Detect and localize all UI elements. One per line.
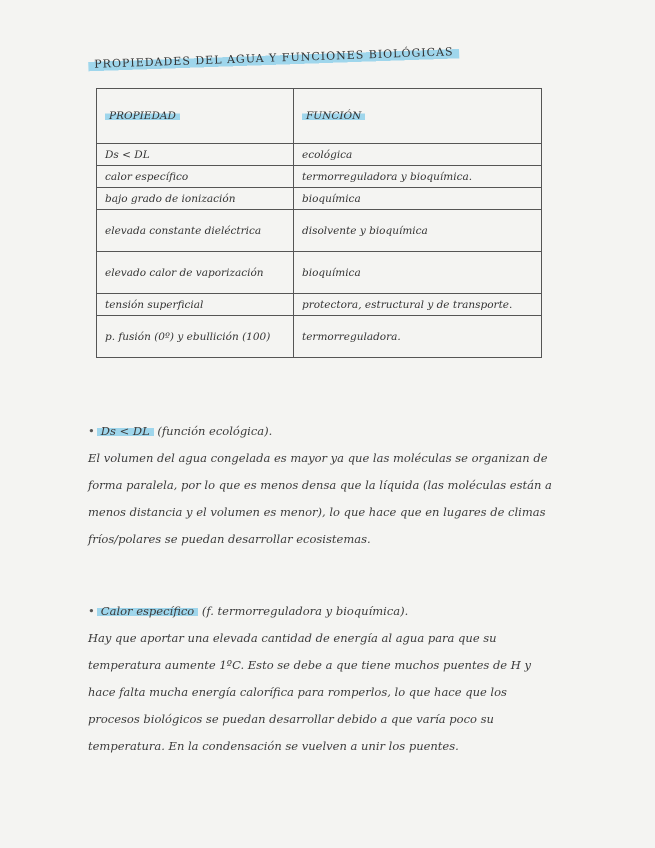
function-cell: termorreguladora y bioquímica. [294, 166, 542, 188]
property-cell: bajo grado de ionización [97, 188, 294, 210]
bullet-dot: • [88, 424, 95, 438]
page-title-text: PROPIEDADES DEL AGUA Y FUNCIONES BIOLÓGICAS [94, 45, 454, 71]
bullet-dot: • [88, 604, 95, 618]
property-cell: elevada constante dieléctrica [97, 210, 294, 252]
note-specific-heat [88, 598, 558, 760]
header-label: PROPIEDAD [105, 110, 180, 122]
note-heading-highlight: Ds < DL [97, 424, 154, 438]
note-body: Hay que aportar una elevada cantidad de energía al agua para que su temperatura aumente 1ºC. Esto se debe a que tiene muchos puentes de H y hace falta mucha energía calorífica para romperlos, lo que hace que los procesos biológicos se puedan desarrollar debido a que varía poco su temperatura. En la condensación se vuelven a unir los puentes. [88, 631, 531, 753]
note-subheading: (función ecológica). [157, 424, 273, 438]
property-cell: tensión superficial [97, 294, 294, 316]
column-header-function [294, 89, 542, 144]
note-heading-highlight: Calor específico [97, 604, 198, 618]
property-cell: p. fusión (0º) y ebullición (100) [97, 316, 294, 358]
function-cell: disolvente y bioquímica [294, 210, 542, 252]
table-row [97, 294, 542, 316]
property-cell: Ds < DL [97, 144, 294, 166]
property-cell: calor específico [97, 166, 294, 188]
page-title [88, 43, 460, 73]
note-heading [88, 418, 558, 445]
table-row [97, 210, 542, 252]
function-cell: ecológica [294, 144, 542, 166]
function-cell: bioquímica [294, 188, 542, 210]
function-cell: protectora, estructural y de transporte. [294, 294, 542, 316]
note-density [88, 418, 558, 553]
table-row [97, 316, 542, 358]
table-row [97, 144, 542, 166]
column-header-property [97, 89, 294, 144]
note-heading [88, 598, 558, 625]
table-row [97, 166, 542, 188]
function-cell: termorreguladora. [294, 316, 542, 358]
table-row [97, 188, 542, 210]
function-cell: bioquímica [294, 252, 542, 294]
table-row [97, 252, 542, 294]
property-cell: elevado calor de vaporización [97, 252, 294, 294]
table-header-row [97, 89, 542, 144]
note-body: El volumen del agua congelada es mayor ya que las moléculas se organizan de forma paralela, por lo que es menos densa que la líquida (las moléculas están a menos distancia y el volumen es menor), lo que hace que en lugares de climas fríos/polares se puedan desarrollar ecosistemas. [88, 451, 552, 546]
note-subheading: (f. termorreguladora y bioquímica). [201, 604, 409, 618]
properties-table [96, 88, 542, 358]
header-label: FUNCIÓN [302, 110, 365, 122]
